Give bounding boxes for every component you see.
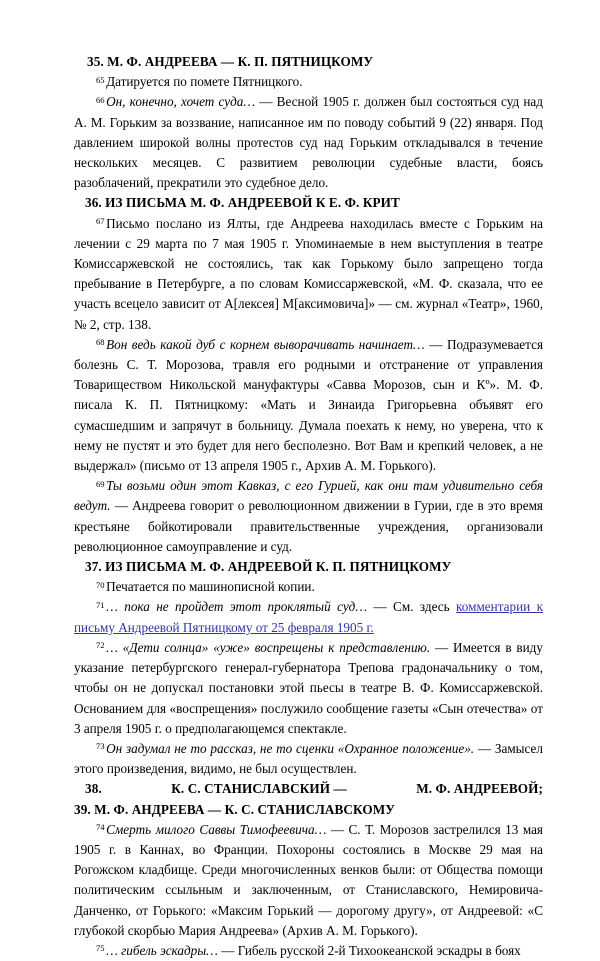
footnote-75-body: — Гибель русской 2-й Тихоокеанской эскадры в боях (217, 942, 521, 958)
footnote-68-lead: Вон ведь какой дуб с корнем выворачивать начинает… (106, 336, 425, 352)
footnote-71-body-before-link: — См. здесь (367, 599, 457, 615)
footnote-72-lead: … «Дети солнца» «уже» воспрещены к представлению. (106, 639, 431, 655)
section-heading-38-recipient: М. Ф. АНДРЕЕВОЙ; (416, 781, 543, 797)
footnote-73-body: — Замысел этого произведения, видимо, не был осуществлен. (74, 740, 543, 777)
footnote-marker-72: 72 (96, 640, 105, 651)
footnote-marker-68: 68 (96, 337, 105, 348)
footnote-marker-66: 66 (96, 94, 105, 105)
footnote-74-body: — С. Т. Морозов застрелился 13 мая 1905 г. в Каннах, во Франции. Похороны состоялись в Москве 29 мая на Рогожском кладбище. Среди многочисленных венков были: от Общества помощи политическим ссыльным и заключенным, от Станиславского, Немировича-Данченко, от Горького: «Максим Горький — дорогому другу», от Андреевой: «С глубокой скорбью Мария Андреева» (Архив А. М. Горького). (74, 821, 544, 938)
footnote-67 (74, 214, 543, 335)
footnote-67-body: Письмо послано из Ялты, где Андреева находилась вместе с Горьким на лечении с 29 марта по 7 мая 1905 г. Упоминаемые в нем выступления в театре Комиссаржевской не состоялись, так как Горькому было запрещено тогда пребывание в Петербурге, а по словам Комиссаржевской, «М. Ф. сказала, что ее участь всецело зависит от А[лексея] М[аксимовича]» — см. журнал «Театр», 1960, № 2, стр. 138. (74, 215, 543, 332)
footnote-73-lead: Он задумал не то рассказ, не то сценки «Охранное положение». (106, 740, 475, 756)
footnote-69-lead: Ты возьми один этот Кавказ, с его Гурией, как они там удивительно себя ведут. (74, 478, 543, 514)
footnote-marker-74: 74 (96, 822, 105, 833)
footnote-71-lead: … пока не пройдет этот проклятый суд… (106, 599, 368, 615)
footnote-66 (74, 92, 543, 193)
footnote-75-lead: … гибель эскадры… (106, 942, 218, 958)
footnote-marker-69: 69 (96, 478, 105, 489)
footnote-66-lead: Он, конечно, хочет суда… (106, 94, 256, 110)
commentary-link[interactable]: комментарии к письму Андреевой Пятницкому от 25 февраля 1905 г. (74, 599, 544, 635)
footnote-68-body: — Подразумевается болезнь С. Т. Морозова, травля его родными и отстранение от управления Товариществом Никольской мануфактуры «Савва Морозов, сын и Кº». М. Ф. писала К. П. Пятницкому: «Мать и Зинаида Григорьевна объявят его сумасшедшим и запрячут в больницу. Думала поехать к нему, но уверена, что к нему не пустят и это будет для него бесполезно. Вот Вам и крепкий человек, а не выдержал» (письмо от 13 апреля 1905 г., Архив А. М. Горького). (74, 336, 544, 474)
footnote-65 (74, 72, 543, 92)
section-heading-38 (74, 779, 543, 799)
footnote-66-body: — Весной 1905 г. должен был состояться суд над А. М. Горьким за воззвание, написанное им по поводу событий 9 (22) января. Под давлением широкой волны протестов суд над Горьким откладывался в течение нескольких месяцев. С развитием революции судебные власти, боясь разоблачений, прекратили это судебное дело. (74, 94, 543, 191)
section-heading-38-number: 38. (85, 781, 102, 797)
footnote-68 (74, 335, 543, 476)
section-heading-37: 37. ИЗ ПИСЬМА М. Ф. АНДРЕЕВОЙ К. П. ПЯТНИЦКОМУ (85, 559, 452, 575)
footnote-70 (74, 577, 543, 597)
footnote-72-body: — Имеется в виду указание петербургского генерал-губернатора Трепова градоначальнику о том, чтобы он не допускал постановки этой пьесы в театре В. Ф. Комиссаржевской. Основанием для «воспрещения» послужило сообщение газеты «Сын отечества» от 3 апреля 1905 г. о предполагающемся спектакле. (74, 639, 543, 736)
section-heading-39: 39. М. Ф. АНДРЕЕВА — К. С. СТАНИСЛАВСКОМУ (74, 801, 396, 817)
footnote-marker-75: 75 (96, 943, 105, 954)
footnote-marker-71: 71 (96, 599, 105, 610)
footnote-72 (74, 638, 543, 739)
footnote-69 (74, 476, 543, 557)
footnote-74-lead: Смерть милого Саввы Тимофеевича… (106, 821, 327, 837)
section-heading-35: 35. М. Ф. АНДРЕЕВА — К. П. ПЯТНИЦКОМУ (87, 54, 374, 69)
footnote-70-body: Печатается по машинописной копии. (106, 579, 315, 595)
footnote-65-body: Датируется по помете Пятницкого. (106, 74, 303, 90)
footnote-marker-67: 67 (96, 216, 105, 227)
footnote-marker-70: 70 (96, 579, 105, 590)
footnote-74 (74, 820, 543, 941)
footnote-69-body: — Андреева говорит о революционном движении в Гурии, где в это время крестьяне бойкотировали правительственные учреждения, организовали революционное самоуправление и суд. (74, 498, 543, 554)
footnote-marker-65: 65 (96, 74, 105, 85)
footnote-73 (74, 739, 543, 779)
section-heading-38-sender: К. С. СТАНИСЛАВСКИЙ — (171, 781, 347, 797)
footnote-71 (74, 597, 543, 637)
footnote-75 (74, 941, 543, 961)
footnote-marker-73: 73 (96, 741, 105, 752)
section-heading-36: 36. ИЗ ПИСЬМА М. Ф. АНДРЕЕВОЙ К Е. Ф. КРИТ (85, 195, 400, 211)
